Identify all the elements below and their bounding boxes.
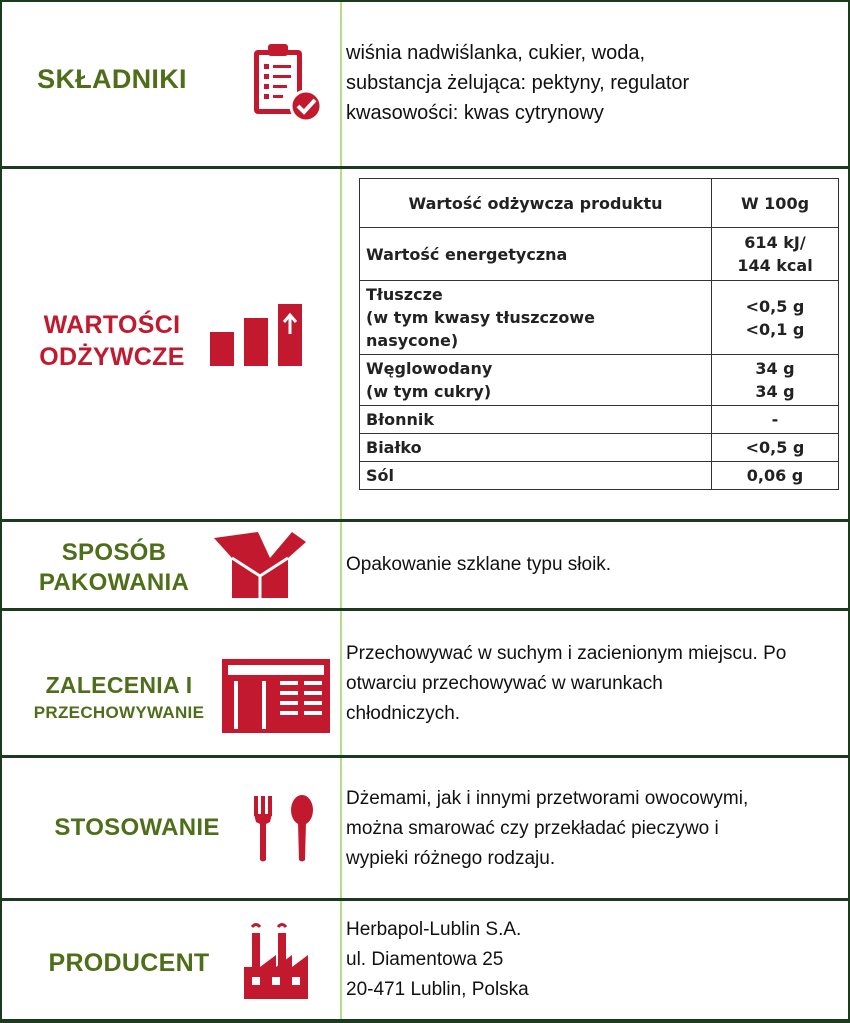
table-row (360, 228, 839, 281)
label-line: PRZECHOWYWANIE (33, 703, 205, 722)
row-label-area (2, 758, 340, 898)
table-row (360, 281, 839, 355)
fork-spoon-icon (252, 794, 322, 864)
producent-content (344, 901, 842, 1019)
row-zalecenia (2, 611, 848, 758)
row-producent (2, 901, 848, 1019)
text-line: można smarować czy przekładać pieczywo i (346, 818, 719, 839)
table-header-row (360, 179, 839, 228)
label-line: SPOSÓB (61, 539, 167, 566)
clipboard-check-icon (248, 40, 326, 124)
warehouse-icon (222, 655, 332, 735)
product-info-sheet (2, 2, 848, 1019)
label-line: WARTOŚCI (43, 311, 181, 339)
column-divider (340, 758, 342, 898)
nutrient-name: Węglowodany (w tym cukry) (360, 355, 712, 406)
text-line: kwasowości: kwas cytrynowy (346, 102, 604, 124)
table-row (360, 462, 839, 490)
nutrition-content (344, 169, 842, 519)
table-row (360, 434, 839, 462)
label-zalecenia (14, 671, 224, 727)
nutrient-name: Tłuszcze (w tym kwasy tłuszczowe nasycone) (360, 281, 712, 355)
row-label-area (2, 169, 340, 519)
column-divider (340, 901, 342, 1019)
nutrient-value: <0,5 g (712, 434, 839, 462)
column-divider (340, 522, 342, 608)
label-line: PAKOWANIA (38, 569, 190, 596)
label-line: ODŻYWCZE (39, 343, 185, 371)
stosowanie-content (344, 758, 842, 898)
nutrient-value: 0,06 g (712, 462, 839, 490)
row-stosowanie (2, 758, 848, 901)
text-line: substancja żelująca: pektyny, regulator (346, 72, 690, 94)
label-skladniki: SKŁADNIKI (37, 64, 187, 94)
text-line: Opakowanie szklane typu słoik. (346, 554, 612, 575)
bar-chart-up-icon (208, 304, 304, 368)
label-producent: PRODUCENT (48, 949, 210, 977)
row-label-area (2, 901, 340, 1019)
row-label-area (2, 522, 340, 608)
sposob-content (344, 522, 842, 608)
nutrient-name: Błonnik (360, 406, 712, 434)
header-name-cell: Wartość odżywcza produktu (360, 179, 712, 228)
nutrient-value: 34 g 34 g (712, 355, 839, 406)
nutrient-value: <0,5 g <0,1 g (712, 281, 839, 355)
nutrient-name: Sól (360, 462, 712, 490)
label-wartosci (22, 309, 202, 373)
text-line: chłodniczych. (346, 703, 461, 724)
text-line: wypieki różnego rodzaju. (346, 848, 556, 869)
row-sposob (2, 522, 848, 611)
text-line: wiśnia nadwiślanka, cukier, woda, (346, 42, 646, 64)
text-line: otwarciu przechowywać w warunkach (346, 673, 663, 694)
row-wartosci (2, 169, 848, 522)
nutrition-table (359, 178, 839, 490)
nutrient-value: - (712, 406, 839, 434)
label-stosowanie: STOSOWANIE (54, 814, 220, 841)
zalecenia-content (344, 611, 842, 755)
label-sposob (24, 538, 204, 598)
skladniki-content (344, 2, 842, 166)
table-row (360, 355, 839, 406)
label-line: ZALECENIA I (45, 672, 193, 698)
nutrient-name: Wartość energetyczna (360, 228, 712, 281)
nutrient-name: Białko (360, 434, 712, 462)
table-row (360, 406, 839, 434)
column-divider (340, 2, 342, 166)
factory-icon (244, 921, 310, 1001)
open-box-icon (210, 528, 310, 602)
nutrient-value: 614 kJ/ 144 kcal (712, 228, 839, 281)
row-skladniki (2, 2, 848, 169)
column-divider (340, 169, 342, 519)
text-line: Dżemami, jak i innymi przetworami owocowymi, (346, 788, 749, 809)
text-line: 20-471 Lublin, Polska (346, 979, 529, 1000)
row-label-area (2, 611, 340, 755)
text-line: ul. Diamentowa 25 (346, 949, 504, 970)
column-divider (340, 611, 342, 755)
row-label-area (2, 2, 340, 166)
text-line: Herbapol-Lublin S.A. (346, 919, 522, 940)
header-value-cell: W 100g (712, 179, 839, 228)
text-line: Przechowywać w suchym i zacienionym miejscu. Po (346, 643, 787, 664)
